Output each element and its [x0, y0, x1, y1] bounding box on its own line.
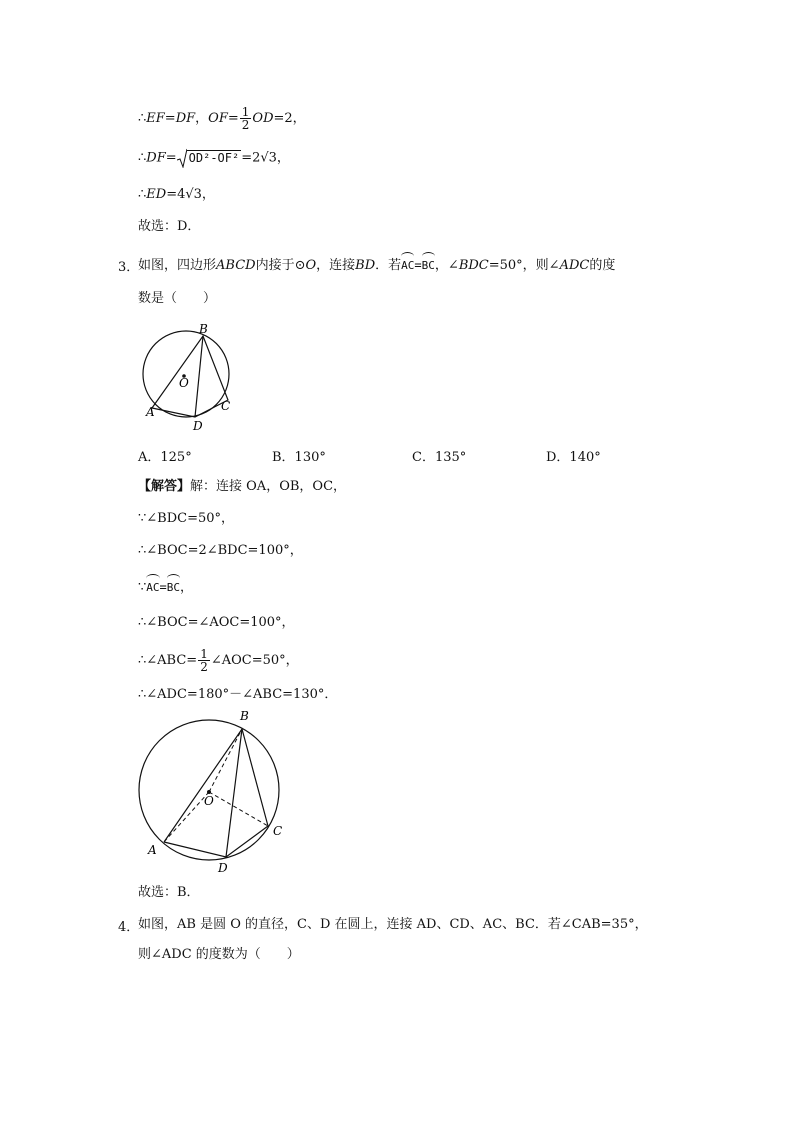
segment-oa [164, 792, 209, 842]
arc-bc-step: BC [167, 579, 180, 597]
option-b[interactable]: B．130° [272, 450, 326, 465]
question-4-stem-line2: 则∠ADC 的度数为（ ） [138, 947, 300, 962]
circle-o [143, 331, 229, 417]
question-4-stem-line1: 如图，AB 是圆 O 的直径，C、D 在圆上，连接 AD、CD、AC、BC．若∠CAB=35°， [138, 917, 648, 932]
label-o-solution: O [204, 794, 214, 808]
square-root: OD²-OF² [177, 148, 242, 168]
label-b: B [199, 322, 208, 336]
label-d: D [193, 419, 203, 432]
question-3-number: 3． [118, 260, 140, 275]
solution-step-1: ∵∠BDC=50°， [138, 511, 235, 526]
fraction-one-half: $\frac{1}{2}$ [241, 105, 250, 132]
label-d-solution: D [218, 861, 228, 875]
solution-line-ed: ∴ED=4√3， [138, 187, 215, 202]
segment-bd [195, 336, 203, 417]
solution-step-5: ∴∠ABC= $\frac{1}{2}$ ∠AOC=50°， [138, 647, 299, 674]
solution-line-ef-df: ∴EF=DF，OF= $\frac{1}{2}$ OD=2， [138, 105, 306, 132]
answer-prev: 故选：D． [138, 219, 201, 234]
label-a-solution: A [148, 843, 157, 857]
quadrilateral-abcd-solution [164, 729, 268, 857]
label-b-solution: B [240, 709, 249, 723]
question-4-number: 4． [118, 920, 140, 935]
solution-line-df: ∴DF= OD²-OF² =2√3， [138, 148, 290, 168]
solution-step-2: ∴∠BOC=2∠BDC=100°， [138, 543, 303, 558]
question-3-solution-figure [134, 704, 294, 876]
label-a: A [146, 405, 155, 419]
label-c: C [221, 399, 231, 413]
option-d[interactable]: D．140° [546, 450, 601, 465]
solution-tag: 【解答】 [138, 479, 191, 494]
solution-intro: 【解答】解：连接 OA，OB，OC， [138, 479, 347, 494]
solution-step-6: ∴∠ADC=180°－∠ABC=130°． [138, 687, 338, 702]
label-c-solution: C [273, 824, 283, 838]
segment-oc [209, 792, 268, 826]
label-o: O [179, 376, 189, 390]
fraction-one-half-step: $\frac{1}{2}$ [200, 647, 208, 674]
question-3-stem-line1: 如图，四边形ABCD内接于⊙O，连接BD．若AC=BC，∠BDC=50°，则∠ADC的度 [138, 258, 616, 273]
solution-step-3: ∵AC=BC， [138, 580, 194, 595]
question-3-stem-line2: 数是（ ） [138, 291, 217, 306]
arc-bc: BC [422, 257, 435, 275]
option-c[interactable]: C．135° [412, 450, 467, 465]
question-3-figure [136, 320, 236, 432]
option-a[interactable]: A．125° [138, 450, 192, 465]
arc-ac: AC [401, 257, 414, 275]
arc-ac-step: AC [146, 579, 159, 597]
segment-ob [209, 729, 242, 792]
answer-q3: 故选：B． [138, 885, 200, 900]
solution-step-4: ∴∠BOC=∠AOC=100°， [138, 615, 295, 630]
